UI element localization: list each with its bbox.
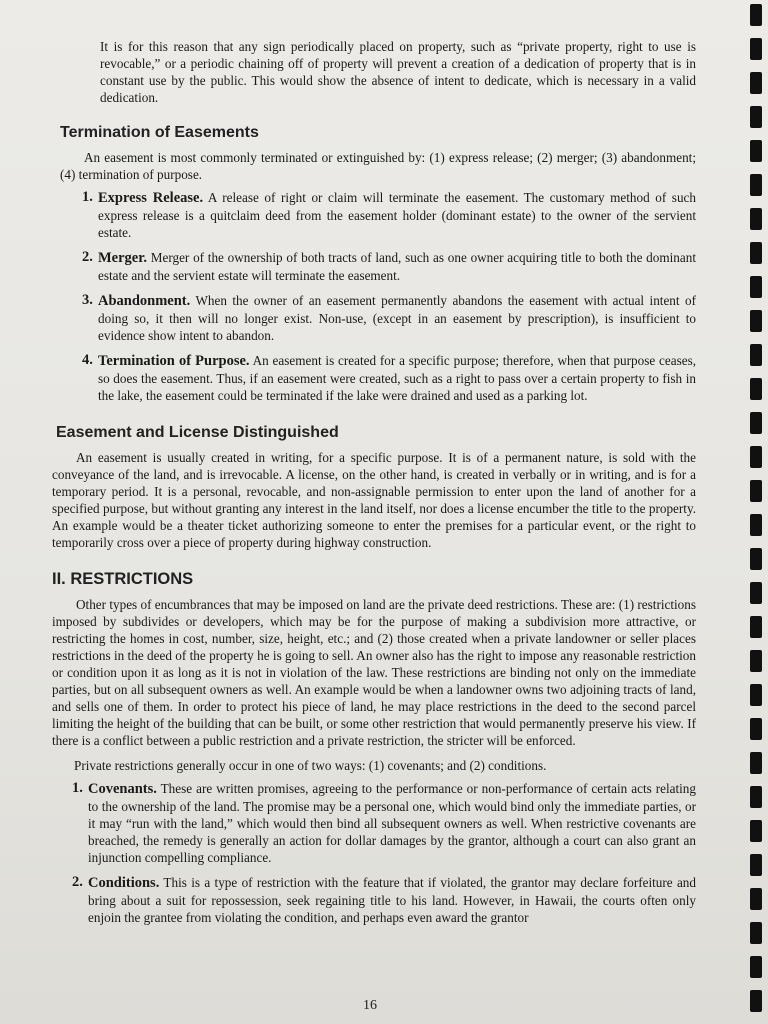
termination-item	[52, 292, 696, 344]
binding-coil	[750, 752, 762, 774]
item-term: Express Release.	[98, 190, 204, 206]
item-term: Covenants.	[88, 781, 157, 797]
item-number: 2.	[82, 249, 93, 265]
heading-restrictions: II. RESTRICTIONS	[52, 570, 194, 588]
binding-coil	[750, 72, 762, 94]
termination-item	[52, 352, 696, 404]
termination-item	[52, 249, 696, 284]
binding-coil	[750, 820, 762, 842]
binding-coil	[750, 310, 762, 332]
binding-coil	[750, 990, 762, 1012]
item-number: 4.	[82, 352, 93, 368]
binding-coil	[750, 140, 762, 162]
heading-easement-and-license: Easement and License Distinguished	[56, 424, 339, 441]
binding-coil	[750, 582, 762, 604]
binding-coil	[750, 650, 762, 672]
binding-coil	[750, 412, 762, 434]
item-term: Abandonment.	[98, 293, 191, 309]
item-text: This is a type of restriction with the feature that if violated, the grantor may declare forfeiture and bring about a suit for repossession, seek regaining title to his land. However, in Hawaii, the courts often only enjoin the grantee from violating the condition, and perhaps even award the grantor	[88, 875, 696, 925]
item-number: 3.	[82, 292, 93, 308]
binding-coil	[750, 786, 762, 808]
binding-coil	[750, 174, 762, 196]
restriction-item	[52, 780, 696, 866]
item-term: Conditions.	[88, 875, 160, 891]
binding-coil	[750, 684, 762, 706]
termination-item	[52, 189, 696, 241]
heading-termination-of-easements: Termination of Easements	[60, 124, 259, 141]
binding-coil	[750, 548, 762, 570]
license-paragraph: An easement is usually created in writing, for a specific purpose. It is of a permanent nature, is sold with the conveyance of the land, and is irrevocable. A license, on the other hand, is created in verbally or in writing, and is for a temporary period. It is a personal, revocable, and non-assignable permission to enter upon the land of another for a specified purpose, but without granting any interest in the land itself, nor does a license encumber the title to the property. An example would be a theater ticket authorizing someone to enter the premises for a particular event, or the right to temporarily cross over a piece of property during highway construction.	[52, 450, 696, 550]
page-number: 16	[363, 998, 377, 1013]
termination-lead: An easement is most commonly terminated or extinguished by: (1) express release; (2) merger; (3) abandonment; (4) termination of purpose.	[60, 150, 696, 182]
termination-list	[52, 189, 696, 404]
item-number: 1.	[82, 189, 93, 205]
binding-coil	[750, 446, 762, 468]
item-text: Merger of the ownership of both tracts of land, such as one owner acquiring title to both the dominant estate and the servient estate will terminate the easement.	[98, 250, 696, 283]
item-text: When the owner of an easement permanently abandons the easement with actual intent of doing so, it then will no longer exist. Non-use, (except in an easement by prescription), is insufficient to evidence show intent to abandon.	[98, 293, 696, 343]
binding-coil	[750, 106, 762, 128]
binding-coil	[750, 378, 762, 400]
page-content	[52, 38, 696, 934]
item-text: An easement is created for a specific purpose; therefore, when that purpose ceases, so does the easement. Thus, if an easement were created, such as a right to pass over a certain property to fish in the lake, the easement could be terminated if the lake were drained and used as a parking lot.	[98, 353, 697, 403]
restriction-item	[52, 874, 696, 926]
binding-coil	[750, 514, 762, 536]
binding-coil	[750, 208, 762, 230]
binding-coil	[750, 956, 762, 978]
binding-coil	[750, 888, 762, 910]
private-restrictions-intro: Private restrictions generally occur in one of two ways: (1) covenants; and (2) conditions.	[74, 758, 547, 773]
binding-coil	[750, 480, 762, 502]
spiral-binding	[746, 0, 768, 1024]
binding-coil	[750, 718, 762, 740]
binding-coil	[750, 38, 762, 60]
binding-coil	[750, 4, 762, 26]
binding-coil	[750, 854, 762, 876]
binding-coil	[750, 344, 762, 366]
restrictions-paragraph: Other types of encumbrances that may be imposed on land are the private deed restrictions. These are: (1) restrictions imposed by subdivides or developers, which may be for the purpose of making a subdivision more attractive, or restricting the homes in cost, number, size, height, etc.; and (2) those created when a private landowner or seller places restrictions in the deed of the property he is going to sell. An owner also has the right to impose any reasonable restriction or condition upon it as long as it is not in violation of the law. These restrictions are binding not only on the immediate parties, but on all subsequent owners as well. An example would be when a landowner owns two adjoining tracts of land, and sells one of them. In order to protect his piece of land, he may place restrictions in the deed to the second parcel limiting the height of the building that can be built, or some other restriction that would permanently preserve his view. If there is a conflict between a public restriction and a private restriction, the stricter will be enforced.	[52, 597, 696, 748]
binding-coil	[750, 242, 762, 264]
item-term: Merger.	[98, 250, 147, 266]
item-text: These are written promises, agreeing to the performance or non-performance of certain acts relating to the ownership of the land. The promise may be a personal one, which would bind only the immediate parties, or it may “run with the land,” which would then bind all subsequent owners as well. When restrictive covenants are breached, the remedy is generally an action for dollar damages by the grantor, although a court can also grant an injunction compelling compliance.	[88, 781, 696, 865]
item-number: 2.	[72, 874, 83, 890]
binding-coil	[750, 616, 762, 638]
item-number: 1.	[72, 780, 83, 796]
restrictions-list	[52, 780, 696, 926]
intro-paragraph: It is for this reason that any sign periodically placed on property, such as “private property, right to use is revocable,” or a periodic chaining off of property will prevent a creation of a dedication of property that is in constant use by the public. This would show the absence of intent to dedicate, which is necessary in a valid dedication.	[100, 39, 696, 105]
item-text: A release of right or claim will terminate the easement. The customary method of such express release is a quitclaim deed from the easement holder (dominant estate) to the owner of the servient estate.	[98, 190, 696, 240]
item-term: Termination of Purpose.	[98, 353, 250, 369]
binding-coil	[750, 276, 762, 298]
binding-coil	[750, 922, 762, 944]
